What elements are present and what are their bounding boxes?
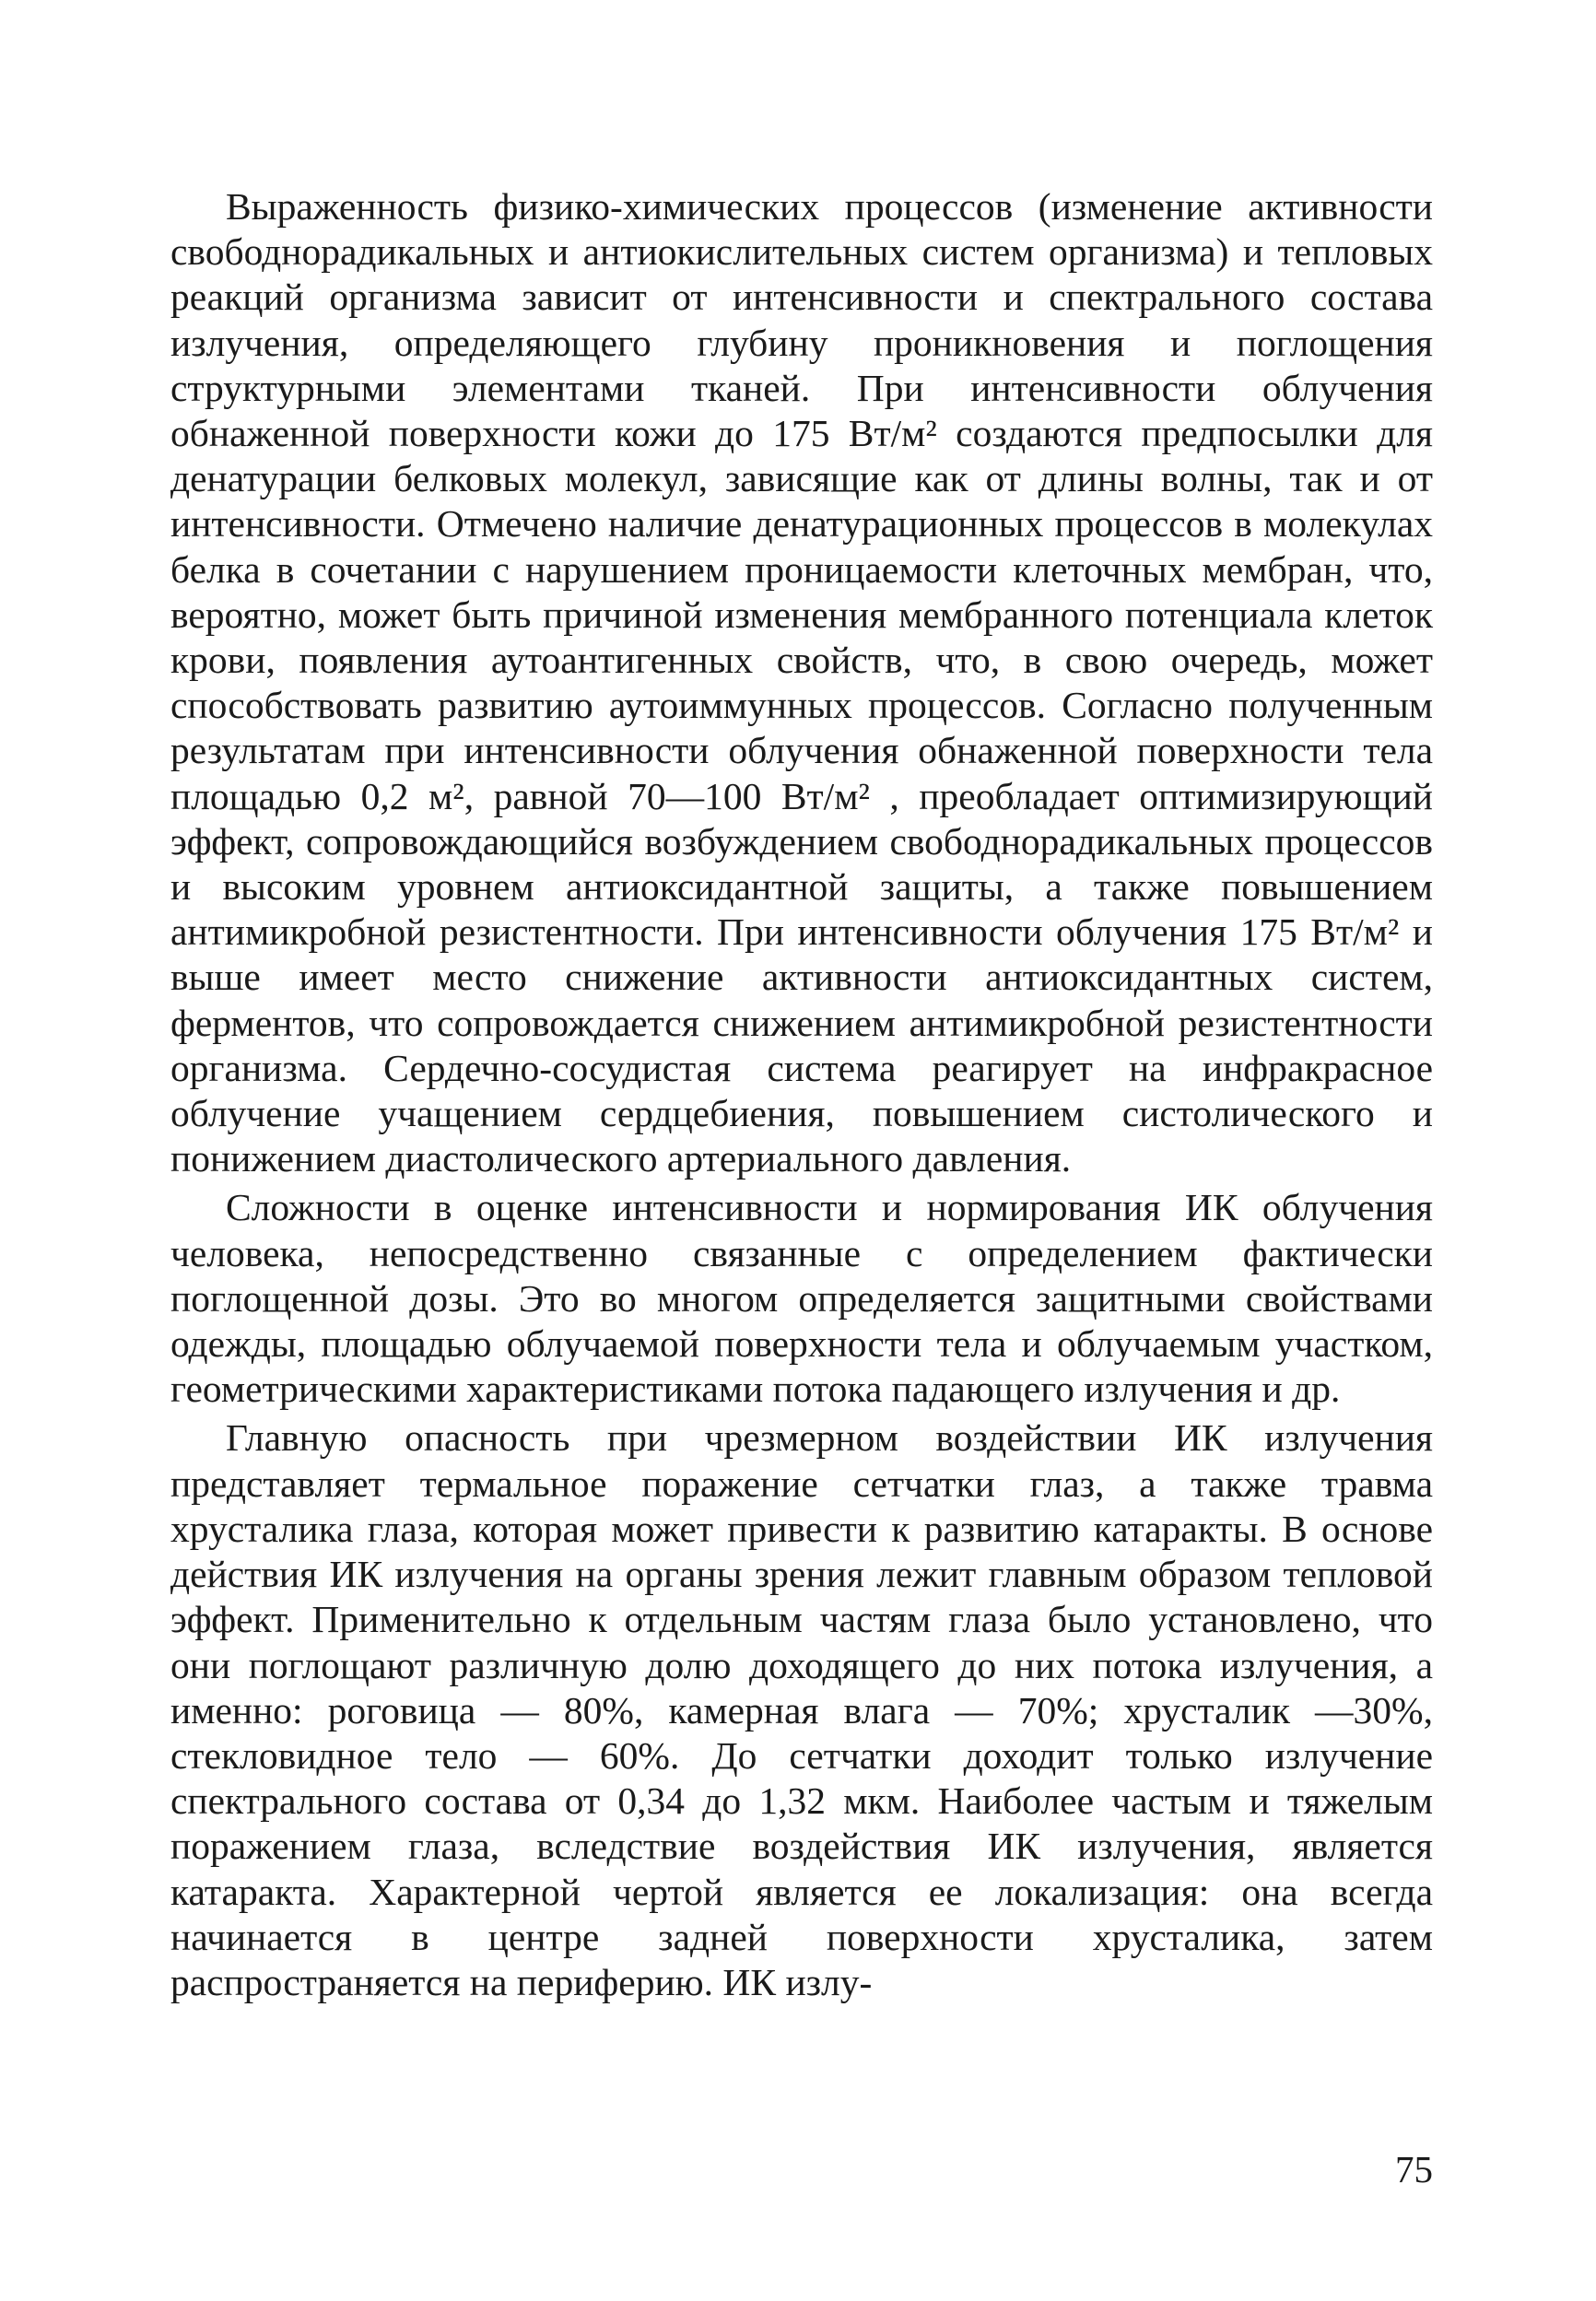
paragraph-physico-chemical-processes: Выраженность физико-химических процессов (изменение активности свободнорадикальных и антиокислительных систем организма) и тепловых реакций организма зависит от интенсивности и спектрального состава излучения, определяющего глубину проникновения и поглощения структурными элементами тканей. При интенсивности облучения обнаженной поверхности кожи до 175 Вт/м² создаются предпосылки для денатурации белковых молекул, зависящие как от длины волны, так и от интенсивности. Отмечено наличие денатурационных процессов в молекулах белка в сочетании с нарушением проницаемости клеточных мембран, что, вероятно, может быть причиной изменения мембранного потенциала клеток крови, появления аутоантигенных свойств, что, в свою очередь, может способствовать развитию аутоиммунных процессов. Согласно полученным результатам при интенсивности облучения обнаженной поверхности тела площадью 0,2 м², равной 70—100 Вт/м² , преобладает оптимизирующий эффект, сопровождающийся возбуждением свободнорадикальных процессов и высоким уровнем антиоксидантной защиты, а также повышением антимикробной резистентности. При интенсивности облучения 175 Вт/м² и выше имеет место снижение активности антиоксидантных систем, ферментов, что сопровождается снижением антимикробной резистентности организма. Сердечно-сосудистая система реагирует на инфракрасное облучение учащением сердцебиения, повышением систолического и понижением диастолического артериального давления. — [170, 185, 1433, 1180]
paragraph-eye-damage: Главную опасность при чрезмерном воздействии ИК излучения представляет термальное поражение сетчатки глаз, а также травма хрусталика глаза, которая может привести к развитию катаракты. В основе действия ИК излучения на органы зрения лежит главным образом тепловой эффект. Применительно к отдельным частям глаза было установлено, что они поглощают различную долю доходящего до них потока излучения, а именно: роговица — 80%, камерная влага — 70%; хрусталик —30%, стекловидное тело — 60%. До сетчатки доходит только излучение спектрального состава от 0,34 до 1,32 мкм. Наиболее частым и тяжелым поражением глаза, вследствие воздействия ИК излучения, является катаракта. Характерной чертой является ее локализация: она всегда начинается в центре задней поверхности хрусталика, затем распространяется на периферию. ИК излу- — [170, 1416, 1433, 2003]
body-text — [170, 184, 1433, 2005]
page-number: 75 — [1395, 2148, 1433, 2190]
paragraph-dose-assessment: Сложности в оценке интенсивности и нормирования ИК облучения человека, непосредственно связанные с определением фактически поглощенной дозы. Это во многом определяется защитными свойствами одежды, площадью облучаемой поверхности тела и облучаемым участком, геометрическими характеристиками потока падающего излучения и др. — [170, 1186, 1433, 1411]
